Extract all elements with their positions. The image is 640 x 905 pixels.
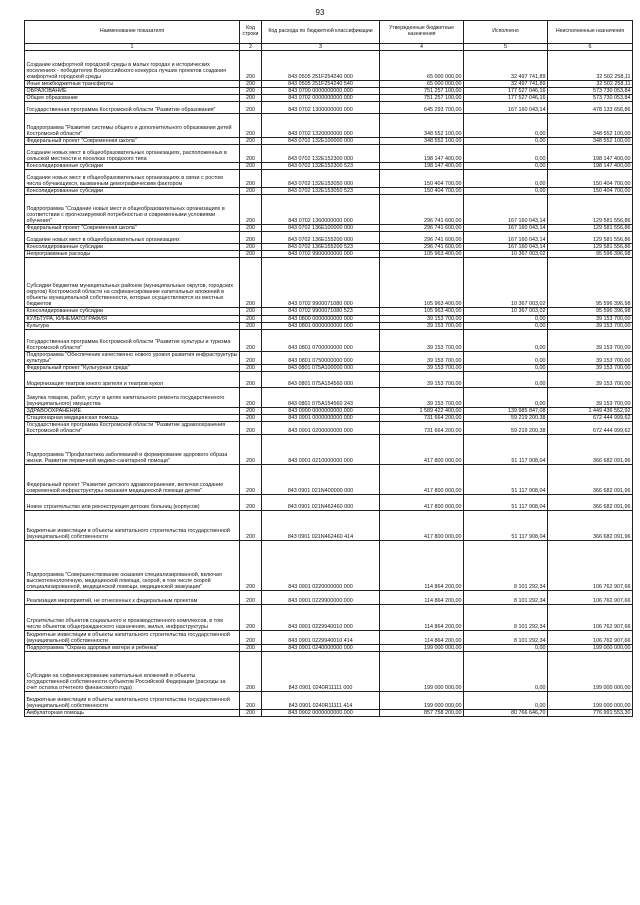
table-row [25, 114, 633, 138]
header-executed: Исполнено [464, 21, 548, 44]
cell-kbk: 843 0901 0210000000 000 [262, 434, 380, 464]
cell-kbk: 843 0702 132E152300 000 [262, 145, 380, 163]
cell-kbk: 843 0901 0240000000 000 [262, 644, 380, 651]
cell-name: Создание комфортной городской среды в малых городах и исторических поселениях - победителях Всероссийского конкурса лучших проектов создания комфортной городской среды [25, 51, 240, 81]
cell-executed: 10 367 003,02 [464, 308, 548, 315]
cell-code: 200 [240, 434, 262, 464]
cell-approved: 296 741 600,00 [380, 244, 464, 251]
table-row [25, 88, 633, 95]
cell-code: 200 [240, 351, 262, 364]
page-number: 93 [315, 8, 325, 17]
cell-code: 200 [240, 604, 262, 630]
cell-approved: 114 864 200,00 [380, 540, 464, 590]
cell-approved: 296 741 600,00 [380, 195, 464, 225]
table-row [25, 322, 633, 329]
cell-approved: 199 000 000,00 [380, 691, 464, 709]
cell-name: Консолидированные субсидии [25, 308, 240, 315]
cell-code: 200 [240, 114, 262, 138]
cell-executed: 32 497 741,89 [464, 51, 548, 81]
cell-name: Культура [25, 322, 240, 329]
table-row [25, 95, 633, 102]
cell-executed: 8 101 292,34 [464, 604, 548, 630]
table-row [25, 308, 633, 315]
cell-name: Реализация мероприятий, не отнесенных к федеральным проектам [25, 590, 240, 604]
cell-unexecuted: 39 153 700,00 [548, 329, 633, 351]
cell-name: Подпрограмма "Совершенствование оказания специализированной, включая высокотехнологичную, медицинской помощи, скорой, в том числе скорой специализированной, медицинской помощи, медицинской эвакуации" [25, 540, 240, 590]
cell-executed: 51 117 908,04 [464, 510, 548, 540]
cell-name: Субсидии бюджетам муниципальных районов (муниципальных округов, городских округов) Костромской области на софинансирование капитальных вложений в объекты муниципальной собственности, которые осуществляются из местных бюджетов [25, 258, 240, 308]
cell-unexecuted: 39 153 700,00 [548, 364, 633, 371]
cell-code: 200 [240, 407, 262, 414]
column-number-row [25, 44, 633, 51]
cell-kbk: 843 0505 251F254240 540 [262, 81, 380, 88]
header-code: Код строки [240, 21, 262, 44]
table-row [25, 195, 633, 225]
cell-unexecuted: 198 147 400,00 [548, 163, 633, 170]
cell-unexecuted: 129 581 556,86 [548, 244, 633, 251]
cell-unexecuted: 32 502 258,11 [548, 51, 633, 81]
cell-approved: 105 963 400,00 [380, 308, 464, 315]
cell-approved: 65 000 000,00 [380, 51, 464, 81]
cell-name: Стационарная медицинская помощь [25, 414, 240, 421]
cell-code: 200 [240, 387, 262, 407]
cell-code: 200 [240, 644, 262, 651]
cell-executed: 8 101 292,34 [464, 630, 548, 644]
table-row [25, 421, 633, 434]
cell-approved: 751 257 100,00 [380, 88, 464, 95]
cell-executed: 177 527 046,16 [464, 88, 548, 95]
cell-executed: 0,00 [464, 145, 548, 163]
cell-name: Создание новых мест в общеобразовательных организациях [25, 232, 240, 244]
cell-code: 200 [240, 195, 262, 225]
cell-name: Создание новых мест в общеобразовательных организациях, расположенных в сельской местности и поселках городского типа [25, 145, 240, 163]
table-row [25, 329, 633, 351]
column-number: 4 [380, 44, 464, 51]
cell-name: Непрограммные расходы [25, 251, 240, 258]
cell-name: Субсидии на софинансирование капитальных вложений в объекты государственной собственности субъектов Российской Федерации (расходы за счет остатка отчетного финансового года) [25, 651, 240, 691]
cell-code: 200 [240, 163, 262, 170]
cell-executed: 167 160 043,14 [464, 232, 548, 244]
cell-code: 200 [240, 138, 262, 145]
cell-approved: 731 664 200,00 [380, 421, 464, 434]
cell-kbk: 843 0702 1320000000 000 [262, 114, 380, 138]
cell-approved: 198 147 400,00 [380, 145, 464, 163]
cell-unexecuted: 348 552 100,00 [548, 114, 633, 138]
cell-approved: 199 000 000,00 [380, 644, 464, 651]
cell-code: 200 [240, 308, 262, 315]
cell-unexecuted: 32 502 258,11 [548, 81, 633, 88]
cell-code: 200 [240, 170, 262, 188]
cell-name: Федеральный проект "Современная школа" [25, 138, 240, 145]
cell-unexecuted: 106 762 907,66 [548, 540, 633, 590]
cell-unexecuted: 198 147 400,00 [548, 145, 633, 163]
cell-unexecuted: 776 991 553,30 [548, 709, 633, 716]
cell-kbk: 843 0901 0220000000 000 [262, 540, 380, 590]
cell-code: 200 [240, 322, 262, 329]
cell-kbk: 843 0901 021N462460 000 [262, 494, 380, 510]
cell-unexecuted: 95 596 396,98 [548, 251, 633, 258]
cell-name: ОБРАЗОВАНИЕ [25, 88, 240, 95]
cell-executed: 0,00 [464, 170, 548, 188]
cell-kbk: 843 0902 0000000000 000 [262, 709, 380, 716]
cell-approved: 731 664 200,00 [380, 414, 464, 421]
column-number: 3 [262, 44, 380, 51]
table-row [25, 364, 633, 371]
cell-unexecuted: 366 682 091,96 [548, 434, 633, 464]
cell-name: Амбулаторная помощь [25, 709, 240, 716]
cell-executed: 167 160 043,14 [464, 244, 548, 251]
cell-kbk: 843 0702 9900071080 000 [262, 258, 380, 308]
cell-name: ЗДРАВООХРАНЕНИЕ [25, 407, 240, 414]
cell-code: 200 [240, 95, 262, 102]
cell-name: Создание новых мест в общеобразовательных организациях в связи с ростом числа обучающихся, вызванным демографическим фактором [25, 170, 240, 188]
cell-kbk: 843 0901 0240R11111 414 [262, 691, 380, 709]
cell-approved: 198 147 400,00 [380, 163, 464, 170]
cell-unexecuted: 573 730 053,84 [548, 95, 633, 102]
cell-kbk: 843 0702 136E155200 000 [262, 232, 380, 244]
cell-executed: 32 497 741,89 [464, 81, 548, 88]
table-row [25, 630, 633, 644]
cell-unexecuted: 39 153 700,00 [548, 322, 633, 329]
column-number: 2 [240, 44, 262, 51]
cell-executed: 167 160 043,14 [464, 102, 548, 114]
cell-kbk: 843 0702 136E100000 000 [262, 225, 380, 232]
table-row [25, 225, 633, 232]
table-row [25, 258, 633, 308]
cell-kbk: 843 0702 132E153050 000 [262, 170, 380, 188]
cell-code: 200 [240, 691, 262, 709]
cell-kbk: 843 0702 132E152300 523 [262, 163, 380, 170]
cell-code: 200 [240, 371, 262, 387]
cell-code: 200 [240, 414, 262, 421]
cell-unexecuted: 95 596 396,98 [548, 258, 633, 308]
cell-executed: 0,00 [464, 315, 548, 322]
cell-executed: 0,00 [464, 387, 548, 407]
table-row [25, 188, 633, 195]
header-row [25, 21, 633, 44]
cell-unexecuted: 366 682 091,96 [548, 510, 633, 540]
cell-kbk: 843 0801 075A154560 000 [262, 371, 380, 387]
cell-executed: 51 117 908,04 [464, 434, 548, 464]
cell-approved: 39 153 700,00 [380, 329, 464, 351]
cell-executed: 177 527 046,16 [464, 95, 548, 102]
cell-kbk: 843 0901 021N462460 414 [262, 510, 380, 540]
cell-name: Бюджетные инвестиции в объекты капитального строительства государственной (муниципальной) собственности [25, 630, 240, 644]
cell-kbk: 843 0901 0229940010 000 [262, 604, 380, 630]
table-row [25, 315, 633, 322]
cell-code: 200 [240, 188, 262, 195]
cell-name: Подпрограмма "Обеспечение качественно нового уровня развития инфраструктуры культуры" [25, 351, 240, 364]
header-approved: Утвержденные бюджетные назначения [380, 21, 464, 44]
cell-executed: 0,00 [464, 329, 548, 351]
cell-executed: 8 101 292,34 [464, 590, 548, 604]
cell-executed: 0,00 [464, 322, 548, 329]
header-unexecuted: Неисполненные назначения [548, 21, 633, 44]
cell-name: Подпрограмма "Профилактика заболеваний и формирование здорового образа жизни. Развитие первичной медико-санитарной помощи" [25, 434, 240, 464]
table-row [25, 387, 633, 407]
cell-name: Консолидированные субсидии [25, 244, 240, 251]
cell-approved: 348 552 100,00 [380, 114, 464, 138]
cell-code: 200 [240, 464, 262, 494]
column-number: 5 [464, 44, 548, 51]
cell-kbk: 843 0702 132E100000 000 [262, 138, 380, 145]
cell-kbk: 843 0801 0000000000 000 [262, 322, 380, 329]
cell-kbk: 843 0800 0000000000 000 [262, 315, 380, 322]
table-row [25, 102, 633, 114]
cell-code: 200 [240, 494, 262, 510]
cell-unexecuted: 1 449 436 552,92 [548, 407, 633, 414]
cell-name: Закупка товаров, работ, услуг в целях капитального ремонта государственного (муниципального) имущества [25, 387, 240, 407]
cell-kbk: 843 0901 0229900000 000 [262, 590, 380, 604]
cell-kbk: 843 0901 021N400000 000 [262, 464, 380, 494]
cell-code: 200 [240, 590, 262, 604]
cell-unexecuted: 199 000 000,00 [548, 691, 633, 709]
table-row [25, 163, 633, 170]
cell-approved: 39 153 700,00 [380, 315, 464, 322]
cell-code: 200 [240, 315, 262, 322]
cell-unexecuted: 478 133 656,86 [548, 102, 633, 114]
cell-unexecuted: 672 444 999,62 [548, 414, 633, 421]
table-row [25, 244, 633, 251]
cell-executed: 167 160 043,14 [464, 195, 548, 225]
budget-table [24, 20, 633, 717]
table-row [25, 644, 633, 651]
table-row [25, 464, 633, 494]
cell-name: Строительство объектов социального и производственного комплексов, в том числе объектов общегражданского назначения, жилья, инфраструктуры [25, 604, 240, 630]
cell-executed: 0,00 [464, 138, 548, 145]
cell-name: Государственная программа Костромской области "Развитие культуры и туризма Костромской области" [25, 329, 240, 351]
cell-unexecuted: 39 153 700,00 [548, 351, 633, 364]
cell-name: Общее образование [25, 95, 240, 102]
table-row [25, 414, 633, 421]
cell-code: 200 [240, 145, 262, 163]
cell-approved: 39 153 700,00 [380, 364, 464, 371]
cell-code: 200 [240, 258, 262, 308]
cell-executed: 10 367 003,02 [464, 258, 548, 308]
cell-approved: 114 864 200,00 [380, 590, 464, 604]
cell-executed: 51 117 908,04 [464, 464, 548, 494]
cell-executed: 10 367 003,02 [464, 251, 548, 258]
cell-executed: 167 160 043,14 [464, 225, 548, 232]
cell-approved: 348 552 100,00 [380, 138, 464, 145]
cell-approved: 417 800 000,00 [380, 510, 464, 540]
cell-kbk: 843 0901 0240R11111 000 [262, 651, 380, 691]
cell-executed: 0,00 [464, 644, 548, 651]
cell-name: Подпрограмма "Развитие системы общего и дополнительного образования детей Костромской области" [25, 114, 240, 138]
cell-approved: 857 758 200,00 [380, 709, 464, 716]
cell-unexecuted: 129 581 556,86 [548, 232, 633, 244]
cell-kbk: 843 0700 0000000000 000 [262, 88, 380, 95]
cell-unexecuted: 150 404 700,00 [548, 188, 633, 195]
cell-approved: 114 864 200,00 [380, 630, 464, 644]
cell-code: 200 [240, 251, 262, 258]
table-row [25, 81, 633, 88]
cell-kbk: 843 0702 136E155200 523 [262, 244, 380, 251]
cell-unexecuted: 672 444 999,62 [548, 421, 633, 434]
cell-name: Бюджетные инвестиции в объекты капитального строительства государственной (муниципальной) собственности [25, 510, 240, 540]
cell-approved: 39 153 700,00 [380, 351, 464, 364]
table-row [25, 407, 633, 414]
cell-approved: 417 800 000,00 [380, 494, 464, 510]
cell-name: Иные межбюджетные трансферты [25, 81, 240, 88]
cell-approved: 751 257 100,00 [380, 95, 464, 102]
cell-kbk: 843 0901 0000000000 000 [262, 414, 380, 421]
cell-name: Федеральный проект "Развитие детского здравоохранения, включая создание современной инфраструктуры оказания медицинской помощи детям" [25, 464, 240, 494]
table-row [25, 604, 633, 630]
cell-code: 200 [240, 510, 262, 540]
cell-code: 200 [240, 225, 262, 232]
cell-code: 200 [240, 421, 262, 434]
cell-unexecuted: 129 581 556,86 [548, 195, 633, 225]
cell-executed: 0,00 [464, 188, 548, 195]
cell-name: КУЛЬТУРА, КИНЕМАТОГРАФИЯ [25, 315, 240, 322]
cell-code: 200 [240, 364, 262, 371]
table-row [25, 51, 633, 81]
cell-code: 200 [240, 709, 262, 716]
cell-approved: 105 963 400,00 [380, 251, 464, 258]
table-row [25, 540, 633, 590]
cell-name: Консолидированные субсидии [25, 163, 240, 170]
table-row [25, 232, 633, 244]
cell-approved: 417 800 000,00 [380, 434, 464, 464]
cell-kbk: 843 0702 132E153050 523 [262, 188, 380, 195]
table-row [25, 145, 633, 163]
cell-unexecuted: 366 682 091,96 [548, 494, 633, 510]
cell-unexecuted: 106 762 907,66 [548, 630, 633, 644]
cell-name: Государственная программа Костромской области "Развитие здравоохранения Костромской области" [25, 421, 240, 434]
table-row [25, 170, 633, 188]
cell-name: Бюджетные инвестиции в объекты капитального строительства государственной (муниципальной) собственности [25, 691, 240, 709]
cell-code: 200 [240, 232, 262, 244]
table-row [25, 691, 633, 709]
cell-executed: 0,00 [464, 364, 548, 371]
cell-unexecuted: 95 596 396,98 [548, 308, 633, 315]
cell-kbk: 843 0702 0000000000 000 [262, 95, 380, 102]
cell-name: Федеральный проект "Культурная среда" [25, 364, 240, 371]
cell-unexecuted: 366 682 091,96 [548, 464, 633, 494]
table-row [25, 138, 633, 145]
cell-name: Модернизация театров юного зрителя и театров кукол [25, 371, 240, 387]
cell-executed: 139 985 847,08 [464, 407, 548, 414]
cell-kbk: 843 0901 0229940010 414 [262, 630, 380, 644]
cell-unexecuted: 39 153 700,00 [548, 387, 633, 407]
cell-approved: 114 864 200,00 [380, 604, 464, 630]
cell-executed: 0,00 [464, 651, 548, 691]
cell-code: 200 [240, 244, 262, 251]
cell-unexecuted: 348 552 100,00 [548, 138, 633, 145]
cell-executed: 51 117 908,04 [464, 494, 548, 510]
cell-approved: 39 153 700,00 [380, 387, 464, 407]
cell-kbk: 843 0900 0000000000 000 [262, 407, 380, 414]
cell-kbk: 843 0801 0700000000 000 [262, 329, 380, 351]
cell-approved: 150 404 700,00 [380, 170, 464, 188]
cell-executed: 80 766 646,70 [464, 709, 548, 716]
cell-unexecuted: 106 762 907,66 [548, 590, 633, 604]
cell-kbk: 843 0801 075A100000 000 [262, 364, 380, 371]
header-name: Наименование показателя [25, 21, 240, 44]
table-row [25, 351, 633, 364]
header-kbk: Код расхода по бюджетной классификации [262, 21, 380, 44]
cell-approved: 1 589 422 400,00 [380, 407, 464, 414]
cell-approved: 39 153 700,00 [380, 322, 464, 329]
cell-name: Подпрограмма "Охрана здоровья матери и ребенка" [25, 644, 240, 651]
cell-name: Подпрограмма "Создание новых мест в общеобразовательных организациях в соответствии с прогнозируемой потребностью и современными условиями обучения" [25, 195, 240, 225]
cell-executed: 0,00 [464, 114, 548, 138]
cell-approved: 150 404 700,00 [380, 188, 464, 195]
cell-kbk: 843 0801 0750000000 000 [262, 351, 380, 364]
cell-approved: 417 800 000,00 [380, 464, 464, 494]
cell-name: Федеральный проект "Современная школа" [25, 225, 240, 232]
cell-code: 200 [240, 88, 262, 95]
cell-code: 200 [240, 651, 262, 691]
cell-unexecuted: 39 153 700,00 [548, 371, 633, 387]
cell-unexecuted: 573 730 053,84 [548, 88, 633, 95]
cell-kbk: 843 0702 9900071080 523 [262, 308, 380, 315]
cell-unexecuted: 106 762 907,66 [548, 604, 633, 630]
cell-kbk: 843 0901 0200000000 000 [262, 421, 380, 434]
cell-code: 200 [240, 102, 262, 114]
table-row [25, 434, 633, 464]
cell-unexecuted: 199 000 000,00 [548, 651, 633, 691]
table-row [25, 709, 633, 716]
column-number: 1 [25, 44, 240, 51]
cell-approved: 65 000 000,00 [380, 81, 464, 88]
cell-name: Государственная программа Костромской области "Развитие образования" [25, 102, 240, 114]
cell-executed: 59 219 200,38 [464, 414, 548, 421]
cell-approved: 199 000 000,00 [380, 651, 464, 691]
cell-executed: 0,00 [464, 371, 548, 387]
cell-approved: 105 963 400,00 [380, 258, 464, 308]
cell-kbk: 843 0702 9900000000 000 [262, 251, 380, 258]
cell-approved: 645 293 700,00 [380, 102, 464, 114]
cell-code: 200 [240, 540, 262, 590]
table-row [25, 251, 633, 258]
cell-kbk: 843 0801 075A154560 243 [262, 387, 380, 407]
cell-unexecuted: 39 153 700,00 [548, 315, 633, 322]
cell-unexecuted: 150 404 700,00 [548, 170, 633, 188]
cell-unexecuted: 129 581 556,86 [548, 225, 633, 232]
cell-unexecuted: 199 000 000,00 [548, 644, 633, 651]
cell-executed: 59 219 200,38 [464, 421, 548, 434]
cell-executed: 8 101 292,34 [464, 540, 548, 590]
cell-code: 200 [240, 329, 262, 351]
cell-executed: 0,00 [464, 691, 548, 709]
cell-name: Консолидированные субсидии [25, 188, 240, 195]
cell-executed: 0,00 [464, 163, 548, 170]
table-row [25, 371, 633, 387]
cell-approved: 39 153 700,00 [380, 371, 464, 387]
table-row [25, 651, 633, 691]
cell-executed: 0,00 [464, 351, 548, 364]
cell-code: 200 [240, 630, 262, 644]
cell-code: 200 [240, 81, 262, 88]
budget-report [24, 20, 632, 717]
cell-kbk: 843 0505 251F254240 000 [262, 51, 380, 81]
cell-kbk: 843 0702 1300000000 000 [262, 102, 380, 114]
table-row [25, 510, 633, 540]
cell-kbk: 843 0702 1360000000 000 [262, 195, 380, 225]
cell-code: 200 [240, 51, 262, 81]
column-number: 6 [548, 44, 633, 51]
table-row [25, 494, 633, 510]
table-row [25, 590, 633, 604]
cell-approved: 296 741 600,00 [380, 225, 464, 232]
cell-name: Новое строительство или реконструкция детских больниц (корпусов) [25, 494, 240, 510]
cell-approved: 296 741 600,00 [380, 232, 464, 244]
